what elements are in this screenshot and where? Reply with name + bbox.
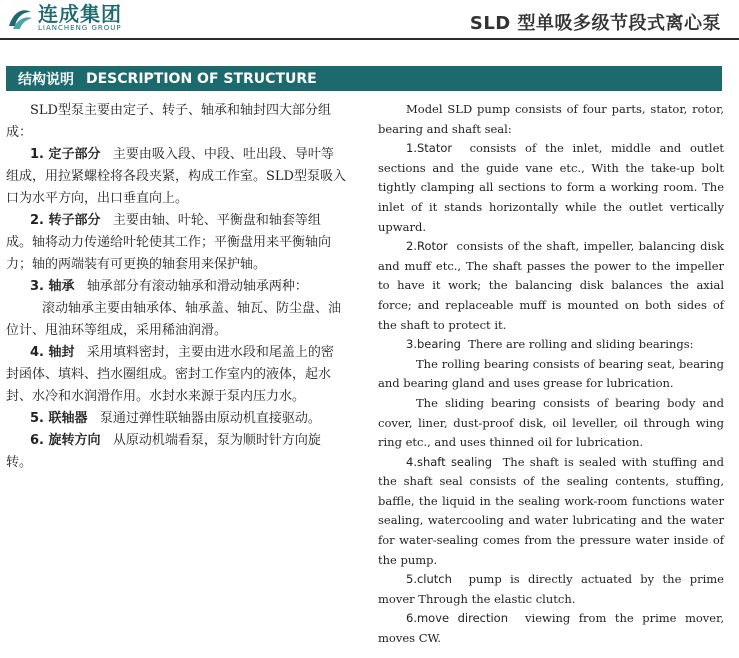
section-title-chinese: 结构说明 — [18, 71, 74, 88]
section-title-english: DESCRIPTION OF STRUCTURE — [86, 70, 317, 87]
rolling-bearing-paragraph-en: The rolling bearing consists of bearing seat, bearing and bearing gland and uses grease for lubrication. — [378, 356, 724, 391]
rotor-heading-cn: 2. 转子部分 — [30, 213, 101, 228]
logo-chinese-name: 连成集团 — [38, 2, 122, 26]
rotor-text-en: consists of the shaft, impeller, balancing disk and muff etc., The shaft passes the power to the impeller to have it work; the balancing disk balances the axial force; and replaceable muff is mounted on both sides of the shaft to protect it. — [378, 239, 724, 332]
rotor-paragraph-cn — [6, 210, 346, 276]
coupling-heading-cn: 5. 联轴器 — [30, 411, 88, 426]
rotation-text-cn: 从原动机端看泵，泵为顺时针方向旋转。 — [6, 433, 321, 470]
shaft-seal-heading-cn: 4. 轴封 — [30, 345, 75, 360]
english-description-column — [378, 100, 724, 649]
rotation-heading-cn: 6. 旋转方向 — [30, 433, 101, 448]
page-header — [0, 0, 739, 40]
rotor-paragraph-en — [378, 237, 724, 335]
coupling-text-cn: 泵通过弹性联轴器由原动机直接驱动。 — [99, 411, 321, 426]
chinese-description-column — [6, 100, 346, 474]
intro-paragraph-en: Model SLD pump consists of four parts, stator, rotor, bearing and shaft seal: — [378, 102, 724, 136]
rotor-text-cn: 主要由轴、叶轮、平衡盘和轴套等组成。轴将动力传递给叶轮使其工作；平衡盘用来平衡轴向力；轴的两端装有可更换的轴套用来保护轴。 — [6, 213, 332, 272]
direction-text-en: viewing from the prime mover, moves CW. — [378, 611, 724, 646]
shaft-seal-paragraph-cn — [6, 342, 346, 408]
stator-text-cn: 主要由吸入段、中段、吐出段、导叶等组成，用拉紧螺栓将各段夹紧，构成工作室。SLD型泵吸入口为水平方向，出口垂直向上。 — [6, 147, 346, 206]
bearing-text-en: There are rolling and sliding bearings: — [468, 337, 694, 352]
header-divider — [0, 38, 739, 40]
rotor-heading-en: 2.Rotor — [406, 239, 448, 254]
rotation-paragraph-cn — [6, 430, 346, 474]
section-title-band — [6, 66, 722, 91]
company-logo — [6, 4, 122, 33]
bearing-heading-cn: 3. 轴承 — [30, 279, 75, 294]
clutch-heading-en: 5.clutch — [406, 572, 452, 587]
stator-paragraph-en — [378, 139, 724, 237]
shaft-seal-paragraph-en — [378, 453, 724, 571]
bearing-paragraph-en — [378, 335, 724, 355]
logo-mark-icon — [6, 6, 34, 32]
bearing-heading-en: 3.bearing — [406, 337, 461, 352]
stator-text-en: consists of the inlet, middle and outlet sections and the guide vane etc., With the take-up bolt tightly clamping all sections to form a working room. The inlet of it stands horizontally while the outlet vertically upward. — [378, 141, 724, 234]
clutch-text-en: pump is directly actuated by the prime mover Through the elastic clutch. — [378, 572, 724, 606]
direction-paragraph-en — [378, 609, 724, 648]
logo-english-name: LIANCHENG GROUP — [38, 24, 122, 32]
stator-heading-en: 1.Stator — [406, 141, 453, 156]
clutch-paragraph-en — [378, 570, 724, 609]
rolling-bearing-paragraph-cn: 滚动轴承主要由轴承体、轴承盖、轴瓦、防尘盘、油位计、甩油环等组成，采用稀油润滑。 — [6, 301, 342, 338]
coupling-paragraph-cn — [6, 408, 346, 430]
bearing-paragraph-cn — [6, 276, 346, 298]
page-title: SLD 型单吸多级节段式离心泵 — [469, 13, 721, 34]
stator-heading-cn: 1. 定子部分 — [30, 147, 101, 162]
stator-paragraph-cn — [6, 144, 346, 210]
shaft-seal-text-en: The shaft is sealed with stuffing and the shaft seal consists of the sealing contents, stuffing, baffle, the liquid in the sealing work-room functions water sealing, watercooling and water lubricating and the water for water-sealing comes from the pressure water inside of the pump. — [378, 454, 725, 567]
shaft-seal-heading-en: 4.shaft sealing — [406, 454, 493, 469]
shaft-seal-text-cn: 采用填料密封，主要由进水段和尾盖上的密封函体、填料、挡水圈组成。密封工作室内的液体，起水封、水冷和水润滑作用。水封水来源于泵内压力水。 — [6, 345, 334, 404]
bearing-text-cn: 轴承部分有滚动轴承和滑动轴承两种： — [86, 279, 308, 294]
intro-paragraph-cn: SLD型泵主要由定子、转子、轴承和轴封四大部分组成： — [6, 103, 331, 140]
direction-heading-en: 6.move direction — [406, 611, 508, 626]
sliding-bearing-paragraph-en: The sliding bearing consists of bearing body and cover, liner, dust-proof disk, oil leveller, oil through wing ring etc., and uses thinned oil for lubrication. — [378, 395, 724, 450]
